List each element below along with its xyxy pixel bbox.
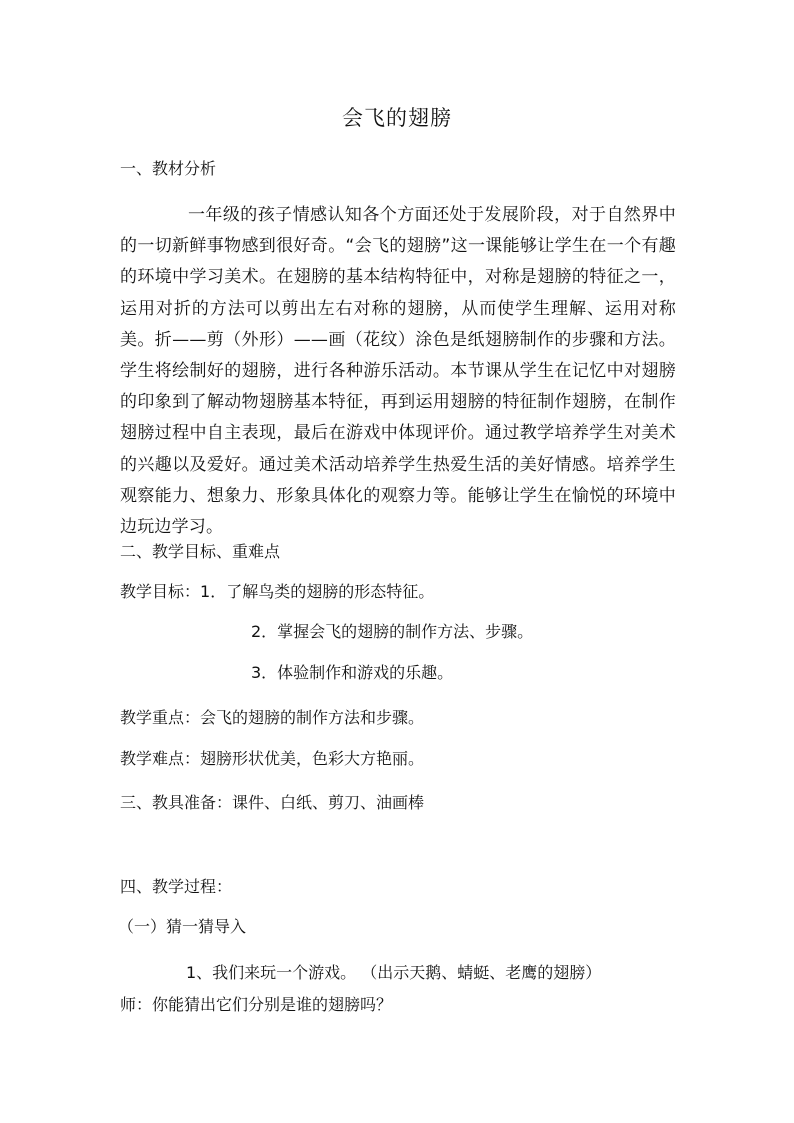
teacher-question: 师：你能猜出它们分别是谁的翅膀吗？: [120, 995, 393, 1014]
material-analysis-paragraph: 一年级的孩子情感认知各个方面还处于发展阶段，对于自然界中的一切新鲜事物感到很好奇。“会飞的翅膀”这一课能够让学生在一个有趣的环境中学习美术。在翅膀的基本结构特征中，对称是翅膀的特征之一，运用对折的方法可以剪出左右对称的翅膀，从而使学生理解、运用对称美。折——剪（外形）——画（花纹）涂色是纸翅膀制作的步骤和方法。学生将绘制好的翅膀，进行各种游乐活动。本节课从学生在记忆中对翅膀的印象到了解动物翅膀基本特征，再到运用翅膀的特征制作翅膀，在制作翅膀过程中自主表现，最后在游戏中体现评价。通过教学培养学生对美术的兴趣以及爱好。通过美术活动培养学生热爱生活的美好情感。培养学生观察能力、想象力、形象具体化的观察力等。能够让学生在愉悦的环境中边玩边学习。: [120, 205, 676, 538]
teaching-goal-3: 3．体验制作和游戏的乐趣。: [251, 663, 454, 682]
teaching-goal-1: 1．了解鸟类的翅膀的形态特征。: [200, 582, 435, 601]
section-heading-teaching-goals: 二、教学目标、重难点: [120, 542, 281, 561]
section-heading-material-analysis: 一、教材分析: [120, 159, 217, 178]
subsection-guess-intro: （一）猜一猜导入: [118, 917, 247, 936]
teaching-goal-row-1: [120, 580, 434, 604]
section-heading-teaching-process: 四、教学过程：: [120, 877, 233, 896]
teaching-goal-2: 2．掌握会飞的翅膀的制作方法、步骤。: [251, 622, 534, 641]
teaching-difficulty: 教学难点：翅膀形状优美，色彩大方艳丽。: [120, 749, 425, 768]
teaching-key-point: 教学重点：会飞的翅膀的制作方法和步骤。: [120, 708, 425, 727]
teaching-aids: 三、教具准备：课件、白纸、剪刀、油画棒: [120, 793, 425, 812]
page-title: 会飞的翅膀: [342, 106, 452, 130]
step-1-text: 1、我们来玩一个游戏。 （出示天鹅、蜻蜓、老鹰的翅膀）: [186, 963, 602, 982]
teaching-goals-label: 教学目标：: [120, 582, 201, 601]
